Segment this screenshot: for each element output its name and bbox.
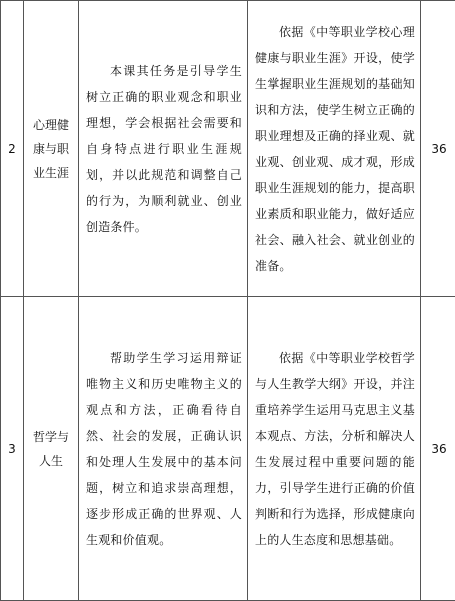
hours: 36 bbox=[421, 297, 455, 601]
row-number: 3 bbox=[1, 297, 24, 601]
teaching-goal-cell bbox=[79, 1, 248, 297]
course-name: 心理健康与职业生涯 bbox=[24, 1, 79, 297]
teaching-goal-text: 帮助学生学习运用辩证唯物主义和历史唯物主义的观点和方法，正确看待自然、社会的发展，正确认识和处理人生发展中的基本问题，树立和追求崇高理想，逐步形成正确的世界观、人生观和价值观。 bbox=[79, 345, 247, 553]
main-requirements-text: 依据《中等职业学校哲学与人生教学大纲》开设，并注重培养学生运用马克思主义基本观点、方法，分析和解决人生发展过程中重要问题的能力，引导学生进行正确的价值判断和行为选择，形成健康向上的人生态度和思想基础。 bbox=[248, 345, 420, 553]
main-requirements-cell bbox=[248, 1, 421, 297]
hours: 36 bbox=[421, 1, 455, 297]
main-requirements-text: 依据《中等职业学校心理健康与职业生涯》开设，使学生掌握职业生涯规划的基础知识和方法，使学生树立正确的职业理想及正确的择业观、就业观、创业观、成才观，形成职业生涯规划的能力，提高职业素质和职业能力，做好适应社会、融入社会、就业创业的准备。 bbox=[248, 19, 420, 279]
course-name: 哲学与人生 bbox=[24, 297, 79, 601]
row-number: 2 bbox=[1, 1, 24, 297]
teaching-goal-text: 本课其任务是引导学生树立正确的职业观念和职业理想，学会根据社会需要和自身特点进行职业生涯规划，并以此规范和调整自己的行为，为顺利就业、创业创造条件。 bbox=[79, 58, 247, 240]
table-row bbox=[1, 297, 455, 601]
table-row bbox=[1, 1, 455, 297]
main-requirements-cell bbox=[248, 297, 421, 601]
teaching-goal-cell bbox=[79, 297, 248, 601]
